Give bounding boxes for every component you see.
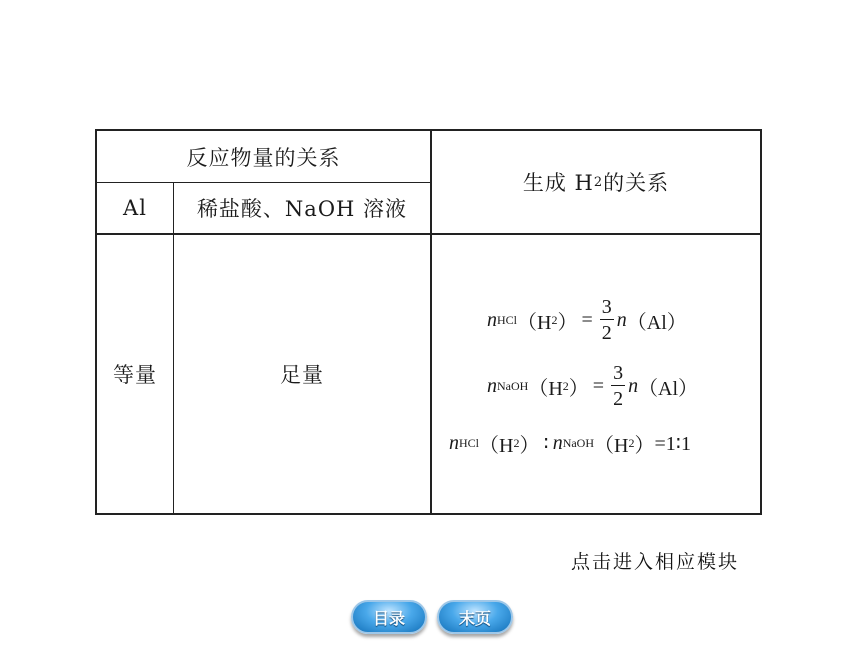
header-h2-tail: 的关系 (603, 171, 670, 195)
fraction-den: 2 (601, 322, 612, 344)
relation-table (95, 129, 762, 515)
fraction-den: 2 (613, 388, 624, 410)
formula-ratio-p1: （H (479, 435, 514, 457)
formula-ratio-p2: （H (594, 435, 629, 457)
formula-naoh (487, 363, 698, 409)
header-reagent: 稀盐酸、NaOH 溶液 (196, 197, 408, 221)
header-al: Al (123, 196, 147, 220)
formula-ratio-sub1: HCl (459, 436, 480, 450)
formula-hcl-paren: （H (517, 311, 552, 334)
formula-ratio-c2: ） (634, 435, 655, 457)
formula-ratio-colon: ∶ (543, 433, 549, 455)
header-h2-relation (432, 131, 760, 233)
formula-ratio-s2: 2 (628, 436, 635, 450)
fraction-num: 3 (613, 362, 624, 384)
formula-hcl-h2-sub: 2 (551, 312, 558, 327)
formula-hcl-fraction (600, 297, 614, 343)
row-al-equal: 等量 (113, 363, 157, 387)
formula-naoh-fraction (611, 363, 625, 409)
formula-hcl-sub: HCl (497, 312, 518, 327)
row-reagent-excess: 足量 (280, 363, 324, 387)
module-hint-text: 点击进入相应模块 (571, 551, 740, 573)
formula-naoh-sub: NaOH (497, 378, 529, 393)
formula-hcl-tail: （Al） (626, 311, 687, 334)
fraction-num: 3 (601, 296, 612, 318)
last-page-button[interactable]: 末页 (437, 600, 513, 634)
formula-ratio-value: =1∶1 (654, 433, 691, 455)
formula-naoh-n: n (487, 374, 497, 397)
formula-hcl (487, 297, 687, 343)
formula-ratio-sub2: NaOH (562, 436, 595, 450)
header-h2-text: 生成 H (522, 171, 594, 195)
header-h2-subscript: 2 (593, 174, 604, 190)
formula-hcl-n: n (487, 308, 497, 331)
formula-ratio-s1: 2 (513, 436, 520, 450)
formula-hcl-close: ） (557, 311, 578, 334)
formula-ratio-c1: ） (519, 435, 540, 457)
formula-hcl-tail-n: n (616, 308, 627, 331)
formula-naoh-tail-n: n (628, 374, 639, 397)
formula-naoh-paren: （H (528, 377, 563, 400)
formula-ratio-n2: n (552, 432, 563, 454)
header-reactant-relation: 反应物量的关系 (186, 145, 341, 170)
formula-hcl-eq: = (581, 308, 593, 331)
formula-naoh-close: ） (568, 377, 589, 400)
formula-naoh-tail: （Al） (638, 377, 699, 400)
formula-naoh-eq: = (592, 374, 605, 397)
formula-naoh-h2-sub: 2 (562, 378, 569, 393)
toc-button[interactable]: 目录 (351, 600, 427, 634)
formula-ratio (449, 429, 691, 458)
formula-ratio-n1: n (449, 432, 459, 454)
